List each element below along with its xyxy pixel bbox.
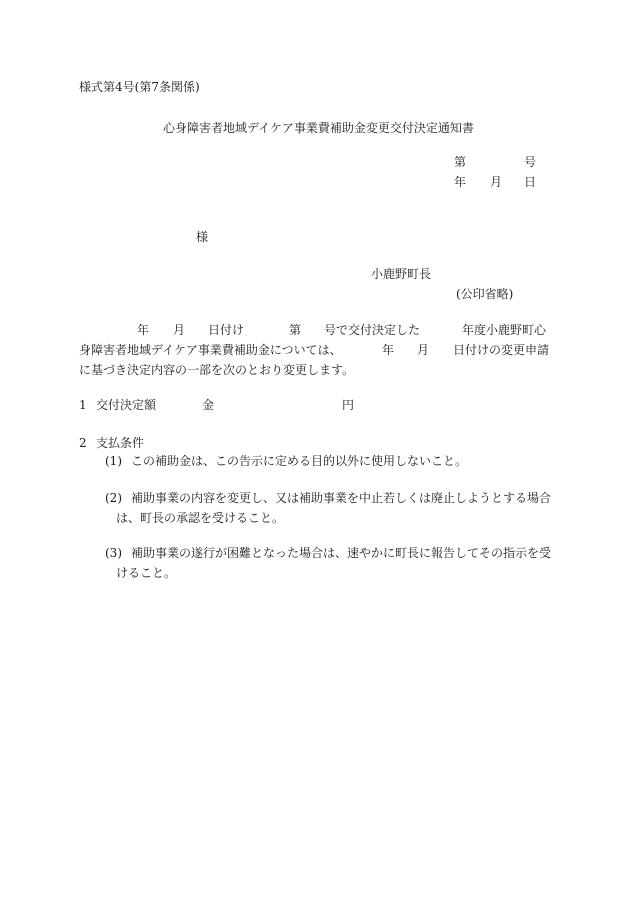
body-l2-gatsu: 月 — [417, 343, 430, 357]
condition-2-number: (2) — [105, 491, 122, 505]
body-l1-gatsu: 月 — [173, 323, 186, 337]
section1-label: 交付決定額 — [96, 398, 157, 412]
addressee-suffix: 様 — [196, 230, 209, 244]
body-l1-nendo: 年度小鹿野町心 — [462, 323, 547, 337]
body-l1-nen: 年 — [137, 323, 150, 337]
body-paragraph — [79, 320, 561, 380]
condition-3-line-1: 補助事業の遂行が困難となった場合は、速やかに町長に報告してその指示を受 — [131, 546, 552, 560]
body-l2-hizuke-shinsei: 日付けの変更申請 — [453, 343, 550, 357]
body-l3: に基づき決定内容の一部を次のとおり変更します。 — [79, 363, 355, 377]
body-l2-nen: 年 — [382, 343, 395, 357]
doc-date-month: 月 — [490, 175, 503, 189]
condition-1-line-1: この補助金は、この告示に定める目的以外に使用しないこと。 — [131, 454, 468, 468]
body-l1-hizuke: 日付け — [208, 323, 245, 337]
doc-date-year: 年 — [454, 175, 467, 189]
body-l1-go-koufu: 号で交付決定した — [324, 323, 421, 337]
seal-note: (公印省略) — [456, 287, 514, 301]
doc-date-day: 日 — [524, 175, 537, 189]
form-number: 様式第4号(第7条関係) — [79, 80, 200, 94]
condition-2-line-1: 補助事業の内容を変更し、又は補助事業を中止若しくは廃止しようとする場合 — [131, 491, 552, 505]
section2-number: 2 — [79, 436, 87, 450]
body-l2-text: 身障害者地域デイケア事業費補助金については、 — [79, 343, 342, 357]
condition-1-number: (1) — [105, 454, 122, 468]
section2-label: 支払条件 — [96, 436, 145, 450]
section1-number: 1 — [79, 398, 87, 412]
document-title: 心身障害者地域デイケア事業費補助金変更交付決定通知書 — [163, 121, 474, 135]
body-l1-dai: 第 — [289, 323, 302, 337]
condition-3-number: (3) — [105, 546, 122, 560]
section1-yen: 円 — [342, 398, 355, 412]
sender-name: 小鹿野町長 — [371, 267, 432, 281]
doc-number-go: 号 — [524, 155, 537, 169]
doc-number-dai: 第 — [454, 155, 467, 169]
condition-3-line-2: けること。 — [116, 566, 177, 580]
section1-kin: 金 — [202, 398, 215, 412]
condition-2-line-2: は、町長の承認を受けること。 — [116, 511, 285, 525]
